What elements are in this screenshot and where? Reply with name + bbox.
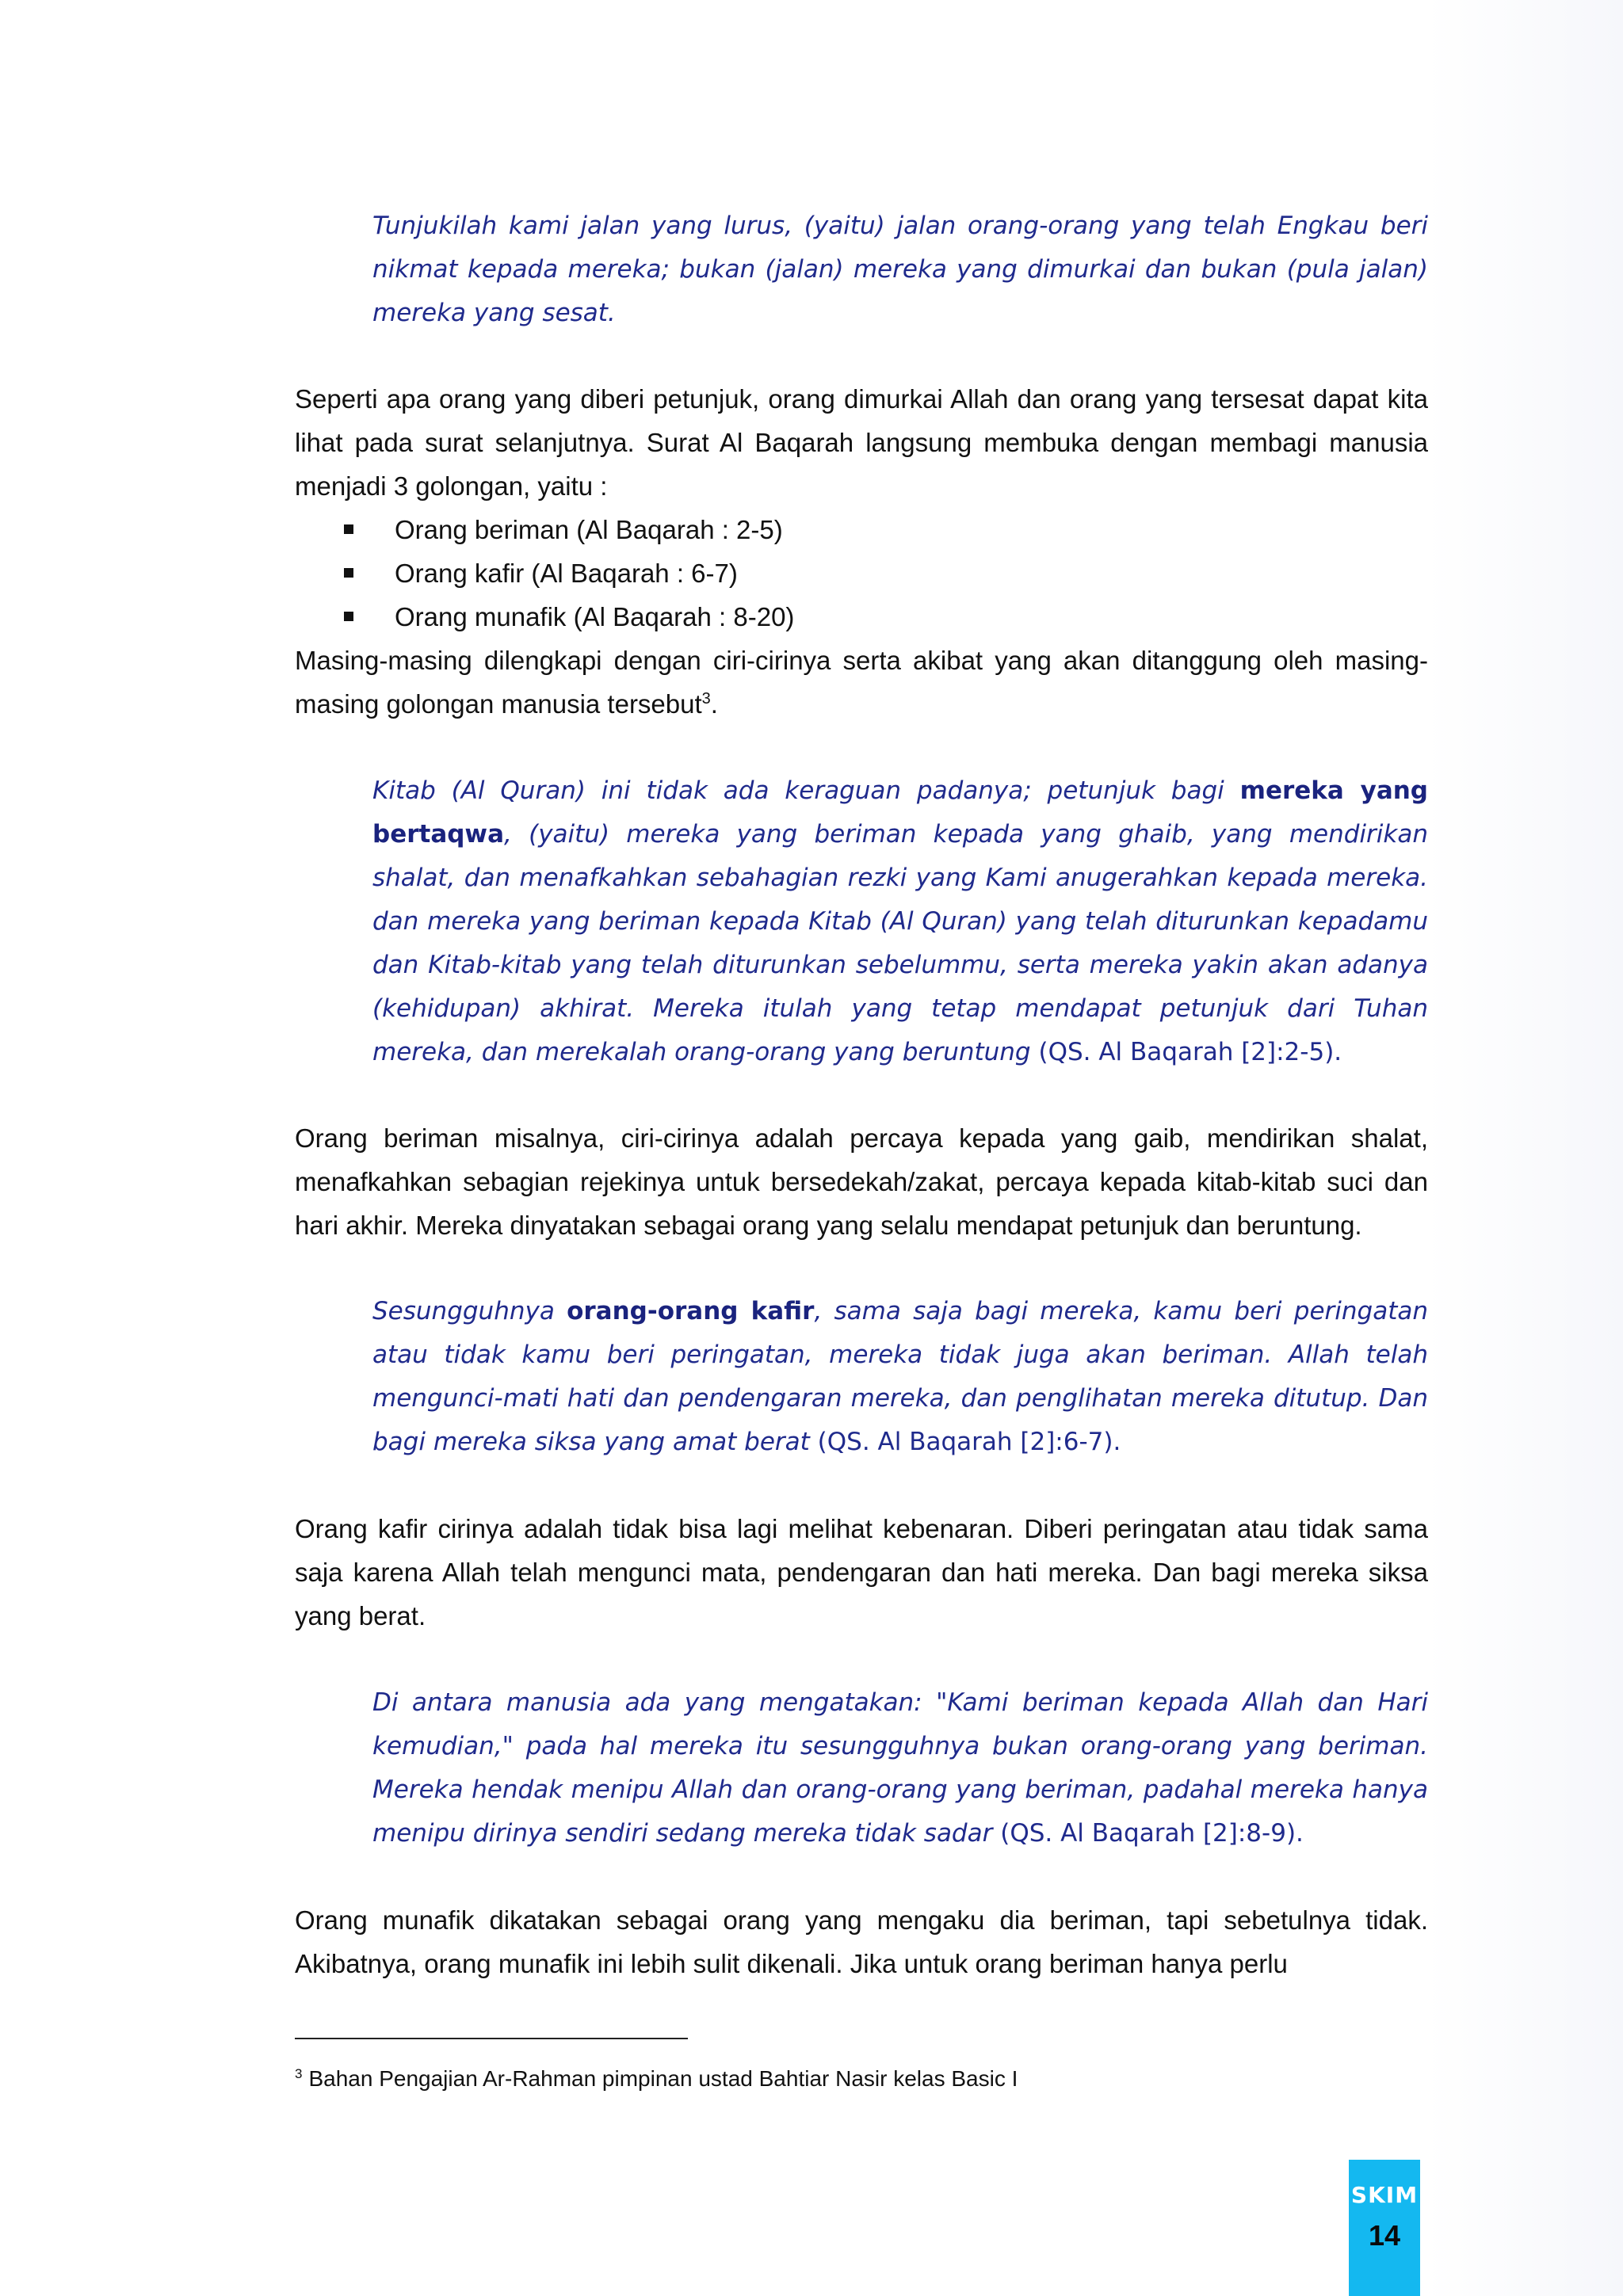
square-bullet-icon: [344, 568, 353, 578]
footnote-reference[interactable]: 3: [701, 690, 711, 707]
page-edge-shade: [1426, 0, 1623, 2296]
emphasis-text: orang-orang kafir: [567, 1297, 815, 1325]
quote-al-baqarah-2-5: Kitab (Al Quran) ini tidak ada keraguan padanya; petunjuk bagi mereka yang bertaqwa, (yaitu) mereka yang beriman kepada yang ghaib, yang mendirikan shalat, dan menafkahkan sebahagian rezki yang Kami anugerahkan kepada mereka. dan mereka yang beriman kepada Kitab (Al Quran) yang telah diturunkan kepadamu dan Kitab-kitab yang telah diturunkan sebelummu, serta mereka yakin akan adanya (kehidupan) akhirat. Mereka itulah yang tetap mendapat petunjuk dari Tuhan mereka, dan merekalah orang-orang yang beruntung (QS. Al Baqarah [2]:2-5).: [372, 776, 1428, 1066]
paragraph-intro: Seperti apa orang yang diberi petunjuk, orang dimurkai Allah dan orang yang tersesat dapat kita lihat pada surat selanjutnya. Surat Al Baqarah langsung membuka dengan membagi manusia menjadi 3 golongan, yaitu :: [295, 384, 1428, 501]
page-number-badge: [1349, 2160, 1420, 2296]
badge-label: SKIM: [1350, 2182, 1419, 2208]
footnote-text: Bahan Pengajian Ar-Rahman pimpinan ustad Bahtiar Nasir kelas Basic I: [308, 2066, 1018, 2091]
list-item: Orang beriman (Al Baqarah : 2-5): [341, 508, 1371, 551]
verse-reference: (QS. Al Baqarah [2]:8-9).: [1000, 1819, 1304, 1848]
golongan-list: [341, 508, 1371, 639]
verse-reference: (QS. Al Baqarah [2]:6-7).: [817, 1428, 1121, 1456]
page-number: 14: [1368, 2219, 1401, 2252]
emphasis-text: mereka yang bertaqwa: [372, 776, 1428, 849]
quote-al-baqarah-6-7: Sesungguhnya orang-orang kafir, sama saja bagi mereka, kamu beri peringatan atau tidak kamu beri peringatan, mereka tidak juga akan beriman. Allah telah mengunci-mati hati dan pendengaran mereka, dan penglihatan mereka ditutup. Dan bagi mereka siksa yang amat berat (QS. Al Baqarah [2]:6-7).: [372, 1297, 1428, 1456]
quote-al-fatihah: [372, 204, 1428, 335]
paragraph-orang-kafir: Orang kafir cirinya adalah tidak bisa lagi melihat kebenaran. Diberi peringatan atau tidak sama saja karena Allah telah mengunci mata, pendengaran dan hati mereka. Dan bagi mereka siksa yang berat.: [295, 1514, 1428, 1630]
footnote-mark: 3: [295, 2065, 303, 2081]
list-item: Orang munafik (Al Baqarah : 8-20): [341, 595, 1371, 639]
paragraph-orang-beriman: Orang beriman misalnya, ciri-cirinya adalah percaya kepada yang gaib, mendirikan shalat, menafkahkan sebagian rejekinya untuk bersedekah/zakat, percaya kepada kitab-kitab suci dan hari akhir. Mereka dinyatakan sebagai orang yang selalu mendapat petunjuk dan beruntung.: [295, 1123, 1428, 1240]
quote-al-baqarah-8-9: Di antara manusia ada yang mengatakan: "Kami beriman kepada Allah dan Hari kemudian," pada hal mereka itu sesungguhnya bukan orang-orang yang beriman. Mereka hendak menipu Allah dan orang-orang yang beriman, padahal mereka hanya menipu dirinya sendiri sedang mereka tidak sadar (QS. Al Baqarah [2]:8-9).: [372, 1688, 1428, 1848]
verse-reference: (QS. Al Baqarah [2]:2-5).: [1038, 1038, 1342, 1066]
square-bullet-icon: [344, 524, 353, 534]
list-item: Orang kafir (Al Baqarah : 6-7): [341, 551, 1371, 595]
quote-text: Tunjukilah kami jalan yang lurus, (yaitu) jalan orang-orang yang telah Engkau beri nikmat kepada mereka; bukan (jalan) mereka yang dimurkai dan bukan (pula jalan) mereka yang sesat.: [372, 212, 1428, 327]
footnote: [295, 2063, 1018, 2095]
footnote-separator: [295, 2038, 688, 2039]
paragraph-orang-munafik: Orang munafik dikatakan sebagai orang yang mengaku dia beriman, tapi sebetulnya tidak. Akibatnya, orang munafik ini lebih sulit dikenali. Jika untuk orang beriman hanya perlu: [295, 1905, 1428, 1978]
paragraph-masing-masing: Masing-masing dilengkapi dengan ciri-cirinya serta akibat yang akan ditanggung oleh masing-masing golongan manusia tersebut$^3$.: [295, 646, 1428, 719]
square-bullet-icon: [344, 612, 353, 621]
